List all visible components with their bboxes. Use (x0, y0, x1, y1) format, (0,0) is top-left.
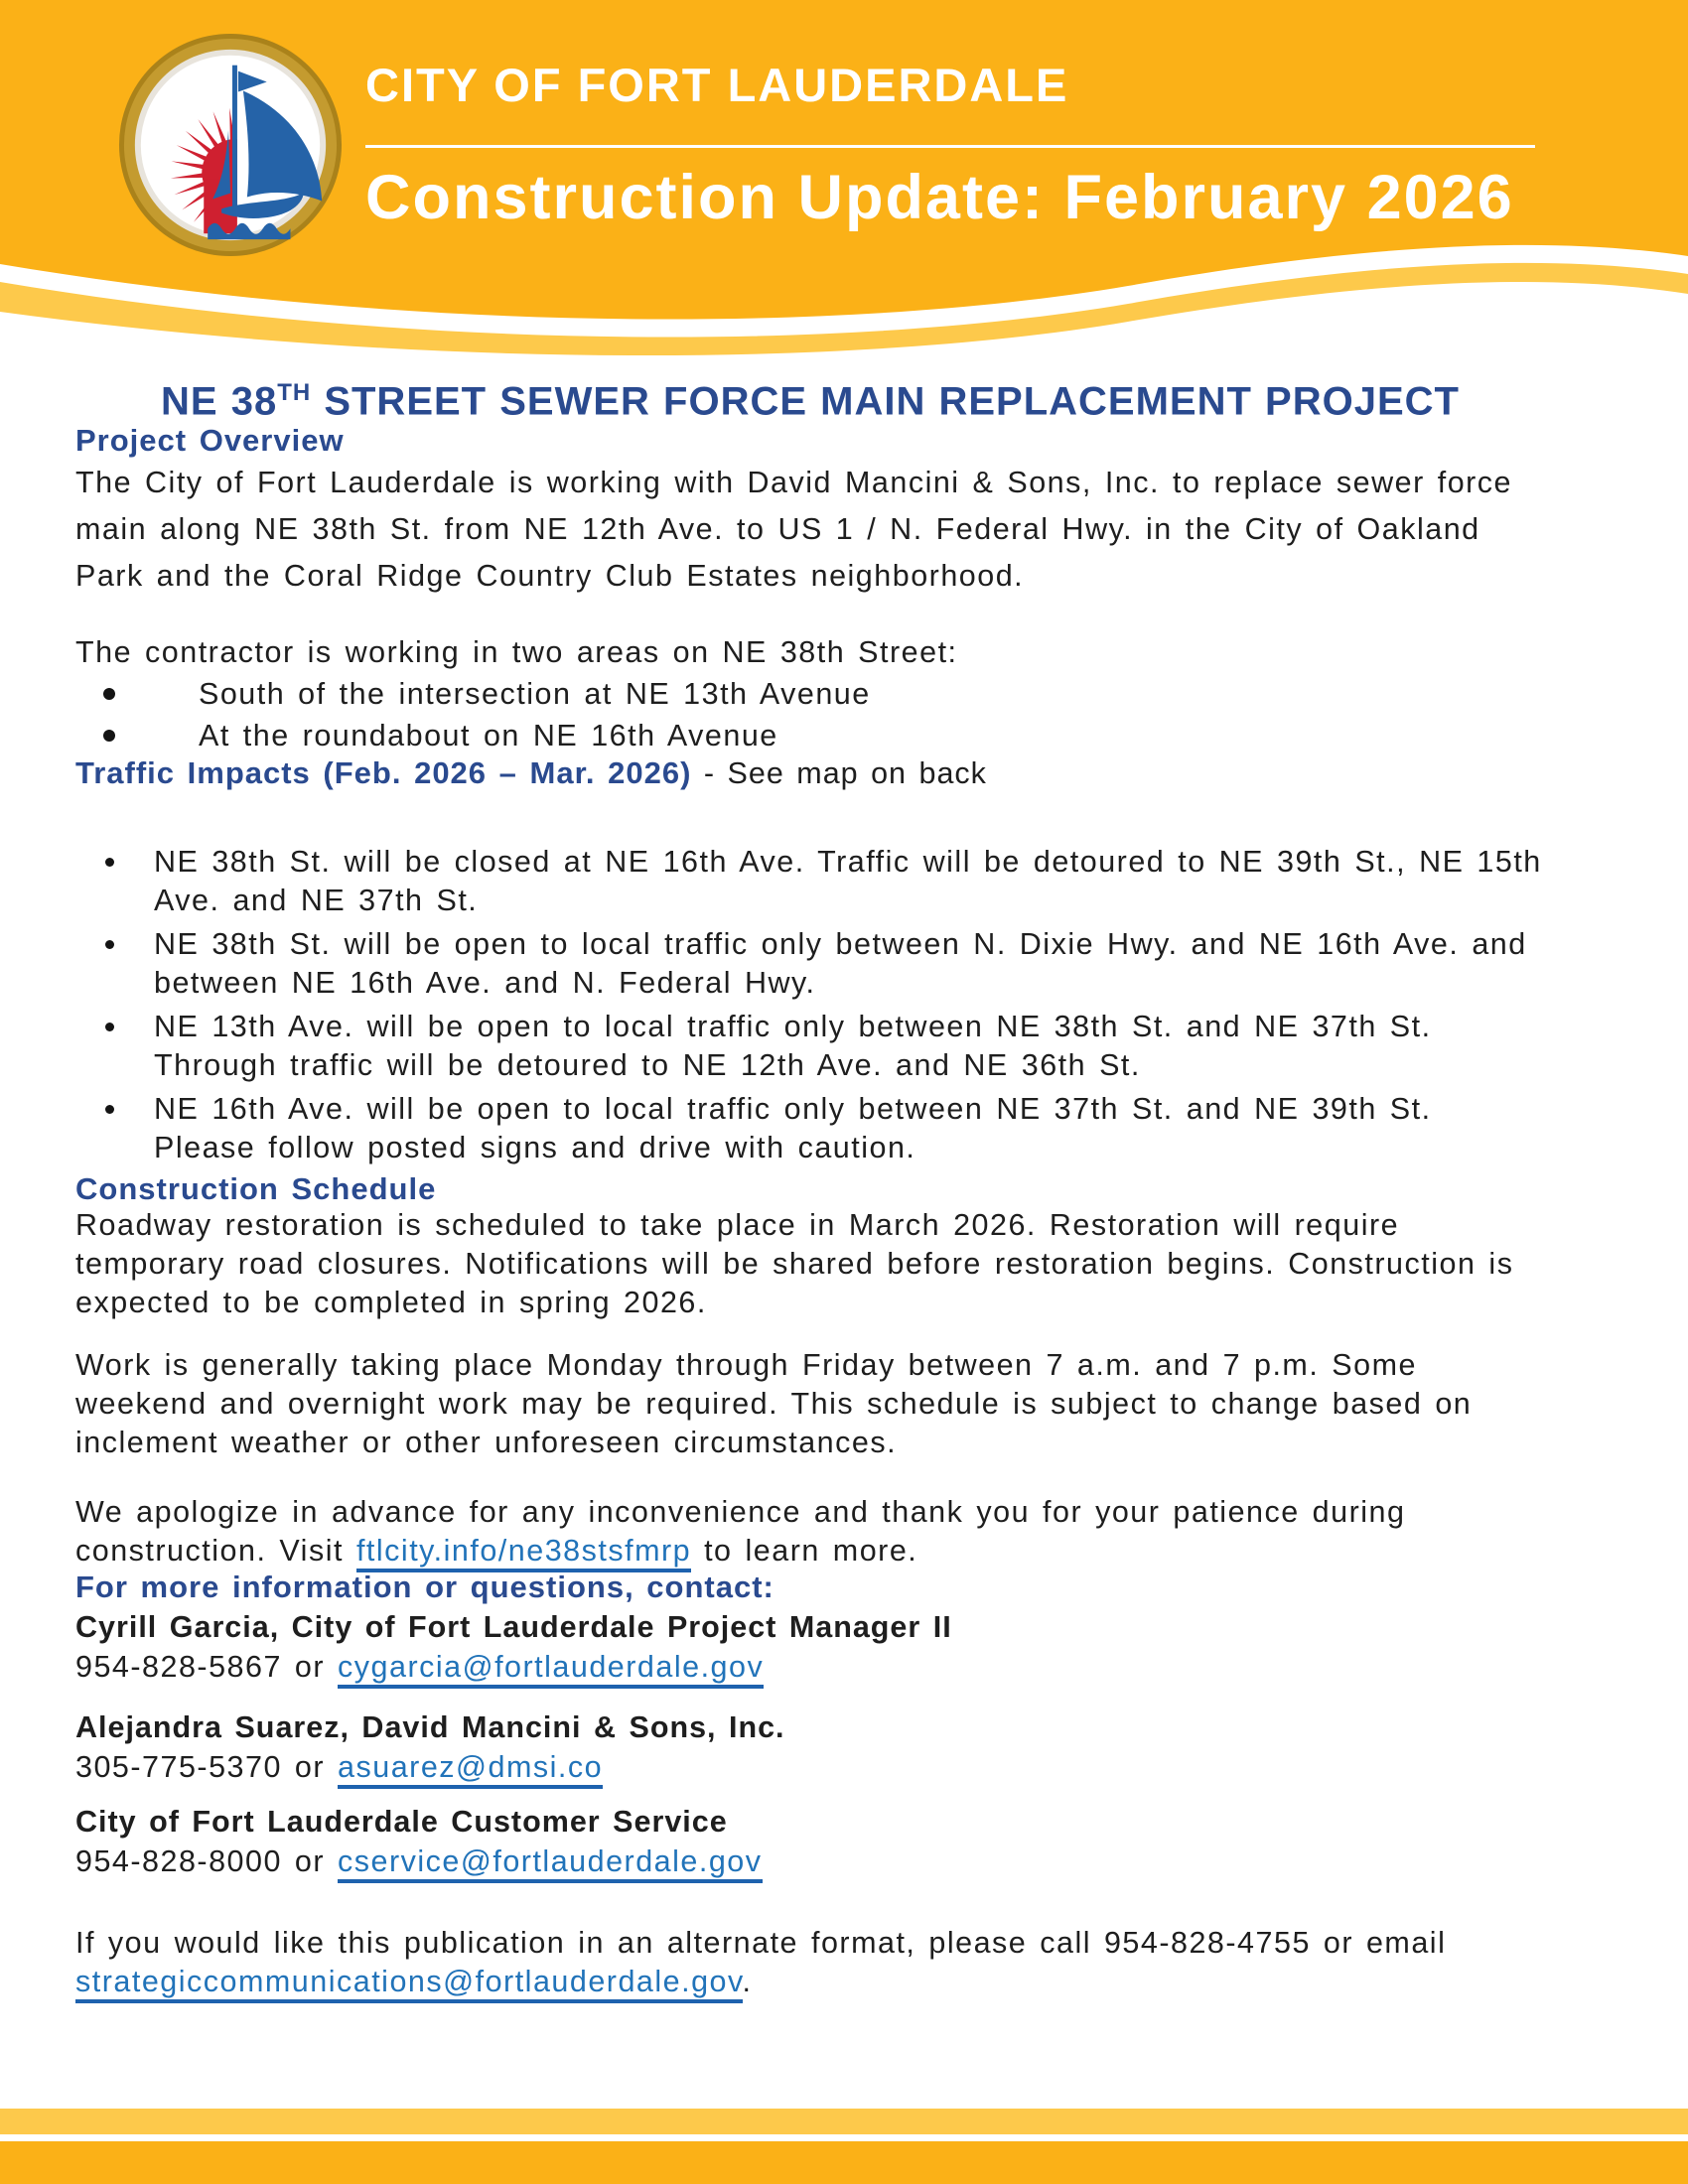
contact-heading: For more information or questions, contact: (75, 1570, 774, 1605)
project-title-superscript: TH (277, 379, 312, 406)
project-title (75, 370, 1545, 424)
apology-text-post: to learn more. (691, 1534, 918, 1569)
bullet-text: NE 38th St. will be closed at NE 16th Ave. Traffic will be detoured to NE 39th St., NE 15th Ave. and NE 37th St. (154, 845, 1542, 918)
bullet-icon (105, 1023, 114, 1031)
project-title-pre: NE 38 (161, 379, 278, 424)
contact-separator: or (281, 1650, 339, 1685)
contact-phone: 305-775-5370 (75, 1750, 282, 1785)
list-item (75, 843, 1545, 920)
alternate-format-paragraph (75, 1924, 1545, 2001)
bullet-icon (105, 858, 114, 867)
contact-line (75, 1747, 1545, 1787)
work-areas-list (75, 673, 1545, 756)
alternate-text-post: . (742, 1965, 753, 1999)
header-doc-title: Construction Update: February 2026 (365, 163, 1514, 232)
list-item (75, 715, 1545, 756)
header-org-name: CITY OF FORT LAUDERDALE (365, 59, 1069, 111)
apology-paragraph (75, 1493, 1545, 1570)
bullet-icon (105, 940, 114, 949)
overview-paragraph: The City of Fort Lauderdale is working with David Mancini & Sons, Inc. to replace sewer force main along NE 38th St. from NE 12th Ave. to US 1 / N. Federal Hwy. in the City of Oakland Park and the Coral Ridge Country Club Estates neighborhood. (75, 466, 1513, 594)
list-item (75, 925, 1545, 1003)
bullet-text: NE 38th St. will be open to local traffic only between N. Dixie Hwy. and NE 16th Ave. and between NE 16th Ave. and N. Federal Hwy. (154, 927, 1527, 1001)
bullet-text: NE 16th Ave. will be open to local traffic only between NE 37th St. and NE 39th St. Please follow posted signs and drive with caution. (154, 1092, 1432, 1165)
footer-gold-band (0, 2141, 1688, 2184)
contractor-paragraph: The contractor is working in two areas on NE 38th Street: (75, 635, 958, 670)
bullet-icon (103, 730, 115, 742)
contact-phone: 954-828-5867 (75, 1650, 282, 1685)
header-band (0, 0, 1688, 357)
traffic-impacts-list (75, 843, 1545, 1167)
city-seal-logo (117, 32, 344, 258)
contact-separator: or (281, 1844, 339, 1879)
contact-name: City of Fort Lauderdale Customer Service (75, 1805, 728, 1840)
header-divider (365, 145, 1535, 148)
bullet-text: South of the intersection at NE 13th Avenue (199, 677, 871, 712)
apology-text-pre: We apologize in advance for any inconvenience and thank you for your patience during construction. Visit (75, 1495, 1406, 1569)
document-body (75, 357, 1545, 2001)
list-item (75, 1090, 1545, 1167)
contact-entry (75, 1802, 1545, 1881)
contact-entry (75, 1707, 1545, 1787)
project-title-post: STREET SEWER FORCE MAIN REPLACEMENT PROJECT (311, 379, 1460, 424)
schedule-paragraph-1: Roadway restoration is scheduled to take place in March 2026. Restoration will require temporary road closures. Notifications will be shared before restoration begins. Construction is expected to be completed in spring 2026. (75, 1208, 1514, 1320)
contact-name: Alejandra Suarez, David Mancini & Sons, Inc. (75, 1710, 785, 1745)
contact-email-link[interactable]: cygarcia@fortlauderdale.gov (338, 1650, 764, 1689)
bullet-text: At the roundabout on NE 16th Avenue (199, 719, 778, 753)
contact-line (75, 1647, 1545, 1687)
alternate-text-pre: If you would like this publication in an alternate format, please call 954-828-4755 or email (75, 1926, 1447, 1961)
contact-email-link[interactable]: asuarez@dmsi.co (338, 1750, 603, 1789)
list-item (75, 673, 1545, 715)
list-item (75, 1008, 1545, 1085)
contact-entry (75, 1607, 1545, 1687)
contact-separator: or (281, 1750, 339, 1785)
schedule-paragraph-2: Work is generally taking place Monday through Friday between 7 a.m. and 7 p.m. Some weekend and overnight work may be required. This schedule is subject to change based on inclement weather or other unforeseen circumstances. (75, 1348, 1473, 1460)
traffic-impacts-heading-suffix: - See map on back (691, 756, 987, 791)
bullet-icon (105, 1105, 114, 1114)
overview-heading: Project Overview (75, 423, 345, 459)
strategic-communications-email-link[interactable]: strategiccommunications@fortlauderdale.gov (75, 1965, 743, 2003)
bullet-icon (103, 688, 115, 700)
traffic-impacts-heading-text: Traffic Impacts (Feb. 2026 – Mar. 2026) (75, 755, 692, 791)
contact-phone: 954-828-8000 (75, 1844, 282, 1879)
project-page-link[interactable]: ftlcity.info/ne38stsfmrp (356, 1534, 691, 1572)
contact-line (75, 1842, 1545, 1881)
traffic-impacts-heading (75, 756, 1545, 790)
schedule-heading: Construction Schedule (75, 1171, 437, 1207)
contact-email-link[interactable]: cservice@fortlauderdale.gov (338, 1844, 762, 1883)
bullet-text: NE 13th Ave. will be open to local traffic only between NE 38th St. and NE 37th St. Through traffic will be detoured to NE 12th Ave. and NE 36th St. (154, 1010, 1432, 1083)
footer-light-gold-stripe (0, 2109, 1688, 2134)
contact-name: Cyrill Garcia, City of Fort Lauderdale Project Manager II (75, 1610, 952, 1645)
